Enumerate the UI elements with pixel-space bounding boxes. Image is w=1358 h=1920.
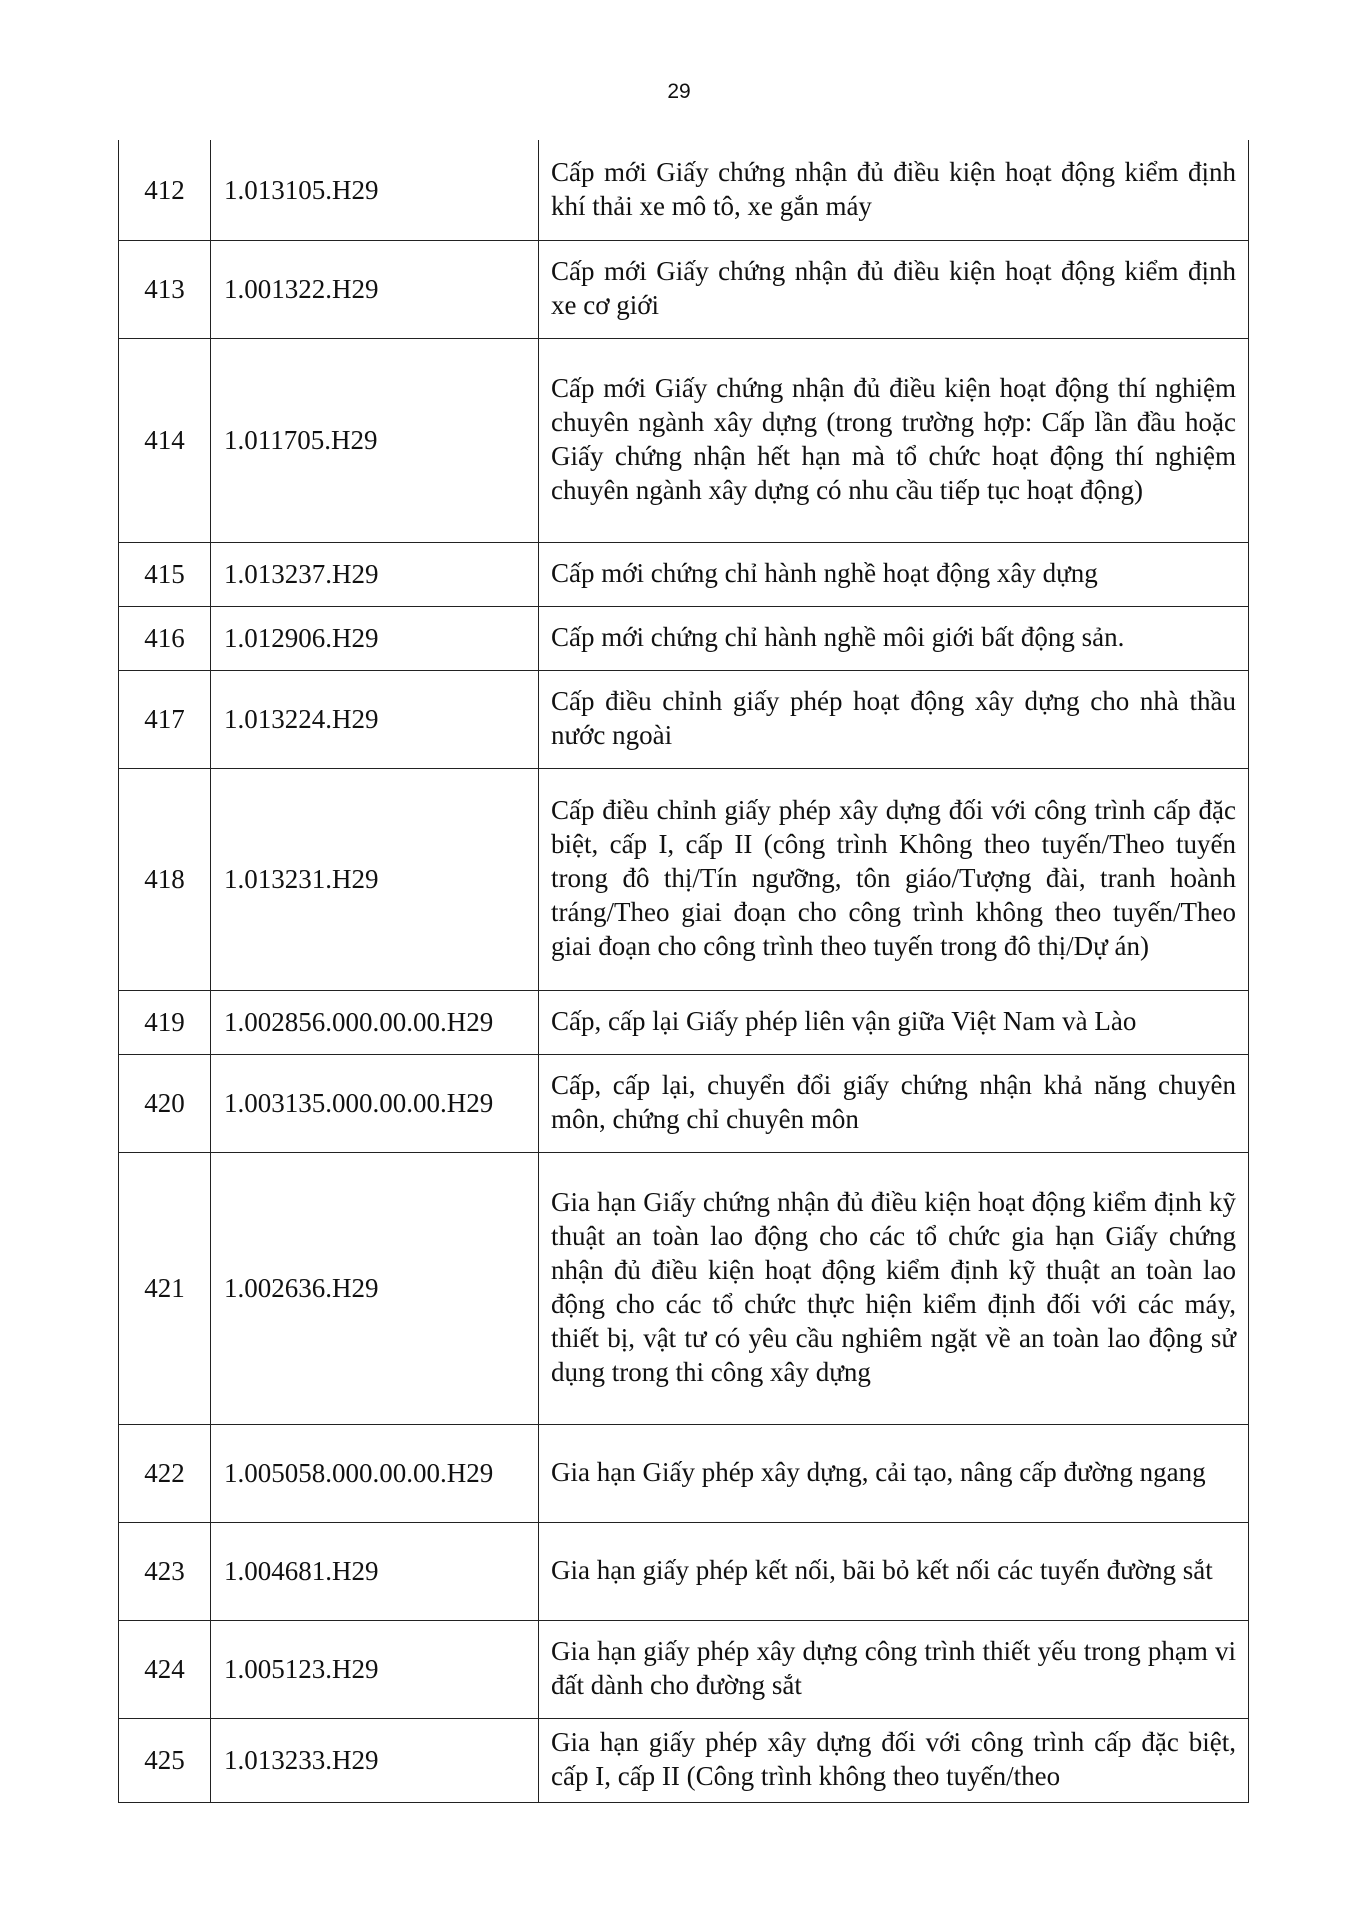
- procedure-code: 1.001322.H29: [211, 240, 539, 338]
- procedure-code: 1.003135.000.00.00.H29: [211, 1054, 539, 1152]
- procedure-code: 1.005058.000.00.00.H29: [211, 1424, 539, 1522]
- table-row: [119, 1718, 1249, 1802]
- procedure-name: Gia hạn giấy phép kết nối, bãi bỏ kết nối các tuyến đường sắt: [539, 1522, 1249, 1620]
- row-number: 423: [119, 1522, 211, 1620]
- procedure-name: Cấp điều chỉnh giấy phép xây dựng đối với công trình cấp đặc biệt, cấp I, cấp II (công trình Không theo tuyến/Theo tuyến trong đô thị/Tín ngưỡng, tôn giáo/Tượng đài, tranh hoành tráng/Theo giai đoạn cho công trình không theo tuyến/Theo giai đoạn cho công trình theo tuyến trong đô thị/Dự án): [539, 768, 1249, 990]
- procedure-name: Cấp, cấp lại, chuyển đổi giấy chứng nhận khả năng chuyên môn, chứng chỉ chuyên môn: [539, 1054, 1249, 1152]
- table-row: [119, 990, 1249, 1054]
- row-number: 415: [119, 542, 211, 606]
- table-row: [119, 606, 1249, 670]
- row-number: 416: [119, 606, 211, 670]
- page-number: 29: [667, 80, 691, 103]
- table-row: [119, 670, 1249, 768]
- procedure-name: Cấp mới chứng chỉ hành nghề hoạt động xây dựng: [539, 542, 1249, 606]
- procedure-code: 1.013224.H29: [211, 670, 539, 768]
- procedure-table-body: [119, 140, 1249, 1802]
- table-row: [119, 1152, 1249, 1424]
- table-row: [119, 768, 1249, 990]
- procedure-code: 1.013105.H29: [211, 140, 539, 240]
- procedure-name: Gia hạn Giấy chứng nhận đủ điều kiện hoạt động kiểm định kỹ thuật an toàn lao động cho các tổ chức gia hạn Giấy chứng nhận đủ điều kiện hoạt động kiểm định kỹ thuật an toàn lao động cho các tổ chức thực hiện kiểm định đối với các máy, thiết bị, vật tư có yêu cầu nghiêm ngặt về an toàn lao động sử dụng trong thi công xây dựng: [539, 1152, 1249, 1424]
- procedure-code: 1.004681.H29: [211, 1522, 539, 1620]
- table-row: [119, 140, 1249, 240]
- table-row: [119, 542, 1249, 606]
- table-row: [119, 338, 1249, 542]
- row-number: 412: [119, 140, 211, 240]
- row-number: 419: [119, 990, 211, 1054]
- row-number: 420: [119, 1054, 211, 1152]
- procedure-code: 1.013233.H29: [211, 1718, 539, 1802]
- procedure-name: Gia hạn giấy phép xây dựng công trình thiết yếu trong phạm vi đất dành cho đường sắt: [539, 1620, 1249, 1718]
- row-number: 424: [119, 1620, 211, 1718]
- row-number: 421: [119, 1152, 211, 1424]
- procedure-name: Cấp điều chỉnh giấy phép hoạt động xây dựng cho nhà thầu nước ngoài: [539, 670, 1249, 768]
- table-row: [119, 1522, 1249, 1620]
- row-number: 418: [119, 768, 211, 990]
- procedure-code: 1.002636.H29: [211, 1152, 539, 1424]
- row-number: 417: [119, 670, 211, 768]
- row-number: 413: [119, 240, 211, 338]
- procedure-name: Cấp mới Giấy chứng nhận đủ điều kiện hoạt động kiểm định khí thải xe mô tô, xe gắn máy: [539, 140, 1249, 240]
- procedure-code: 1.012906.H29: [211, 606, 539, 670]
- table-row: [119, 1620, 1249, 1718]
- table-row: [119, 240, 1249, 338]
- table-row: [119, 1424, 1249, 1522]
- procedure-name: Cấp mới Giấy chứng nhận đủ điều kiện hoạt động thí nghiệm chuyên ngành xây dựng (trong trường hợp: Cấp lần đầu hoặc Giấy chứng nhận hết hạn mà tổ chức hoạt động thí nghiệm chuyên ngành xây dựng có nhu cầu tiếp tục hoạt động): [539, 338, 1249, 542]
- procedure-name: Cấp mới chứng chỉ hành nghề môi giới bất động sản.: [539, 606, 1249, 670]
- procedure-code: 1.005123.H29: [211, 1620, 539, 1718]
- procedure-code: 1.013237.H29: [211, 542, 539, 606]
- procedure-name: Cấp mới Giấy chứng nhận đủ điều kiện hoạt động kiểm định xe cơ giới: [539, 240, 1249, 338]
- procedure-code: 1.011705.H29: [211, 338, 539, 542]
- procedure-name: Gia hạn giấy phép xây dựng đối với công trình cấp đặc biệt, cấp I, cấp II (Công trình không theo tuyến/theo: [539, 1718, 1249, 1802]
- table-row: [119, 1054, 1249, 1152]
- procedure-code: 1.002856.000.00.00.H29: [211, 990, 539, 1054]
- row-number: 425: [119, 1718, 211, 1802]
- procedure-table: [118, 140, 1249, 1803]
- procedure-name: Gia hạn Giấy phép xây dựng, cải tạo, nâng cấp đường ngang: [539, 1424, 1249, 1522]
- procedure-name: Cấp, cấp lại Giấy phép liên vận giữa Việt Nam và Lào: [539, 990, 1249, 1054]
- procedure-code: 1.013231.H29: [211, 768, 539, 990]
- row-number: 414: [119, 338, 211, 542]
- row-number: 422: [119, 1424, 211, 1522]
